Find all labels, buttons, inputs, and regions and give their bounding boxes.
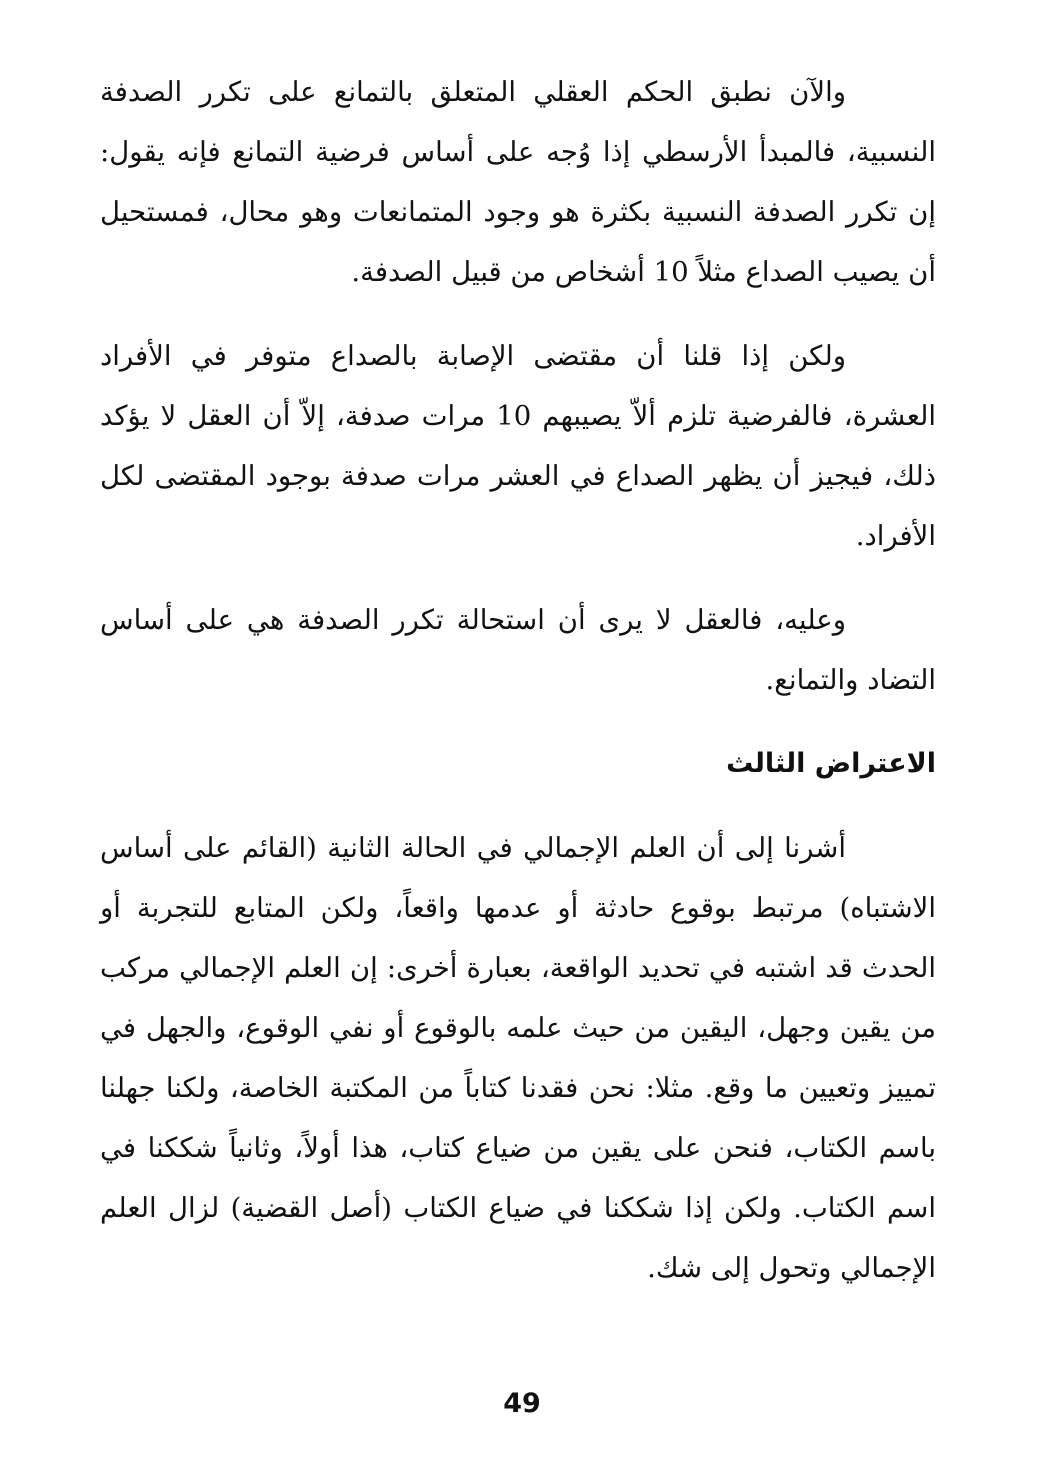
section-heading: الاعتراض الثالث	[726, 748, 936, 779]
paragraph-conclusion: وعليه، فالعقل لا يرى أن استحالة تكرر الصدفة هي على أساس التضاد والتمانع.	[100, 604, 936, 696]
page-body	[100, 62, 936, 1298]
paragraph-gap	[100, 566, 936, 590]
paragraph-general-knowledge: أشرنا إلى أن العلم الإجمالي في الحالة الثانية (القائم على أساس الاشتباه) مرتبط بوقوع حادثة أو عدمها واقعاً، ولكن المتابع للتجربة أو الحدث قد اشتبه في تحديد الواقعة، بعبارة أخرى: إن العلم الإجمالي مركب من يقين وجهل، اليقين من حيث علمه بالوقوع أو نفي الوقوع، والجهل في تمييز وتعيين ما وقع. مثلا: نحن فقدنا كتاباً من المكتبة الخاصة، ولكنا جهلنا باسم الكتاب، فنحن على يقين من ضياع كتاب، هذا أولاً، وثانياً شككنا في اسم الكتاب. ولكن إذا شككنا في ضياع الكتاب (أصل القضية) لزال العلم الإجمالي وتحول إلى شك.	[100, 832, 936, 1284]
paragraph-chance-repetition: والآن نطبق الحكم العقلي المتعلق بالتمانع على تكرر الصدفة النسبية، فالمبدأ الأرسطي إذا وُجه على أساس فرضية التمانع فإنه يقول: إن تكرر الصدفة النسبية بكثرة هو وجود المتمانعات وهو محال، فمستحيل أن يصيب الصداع مثلاً 10 أشخاص من قبيل الصدفة.	[100, 76, 936, 288]
page-number: 49	[503, 1388, 541, 1419]
heading-gap	[100, 794, 936, 818]
paragraph-headache-requirement: ولكن إذا قلنا أن مقتضى الإصابة بالصداع متوفر في الأفراد العشرة، فالفرضية تلزم ألاّ يصيبهم 10 مرات صدفة، إلاّ أن العقل لا يؤكد ذلك، فيجيز أن يظهر الصداع في العشر مرات صدفة بوجود المقتضى لكل الأفراد.	[100, 340, 936, 552]
paragraph-gap	[100, 710, 936, 734]
paragraph-gap	[100, 302, 936, 326]
